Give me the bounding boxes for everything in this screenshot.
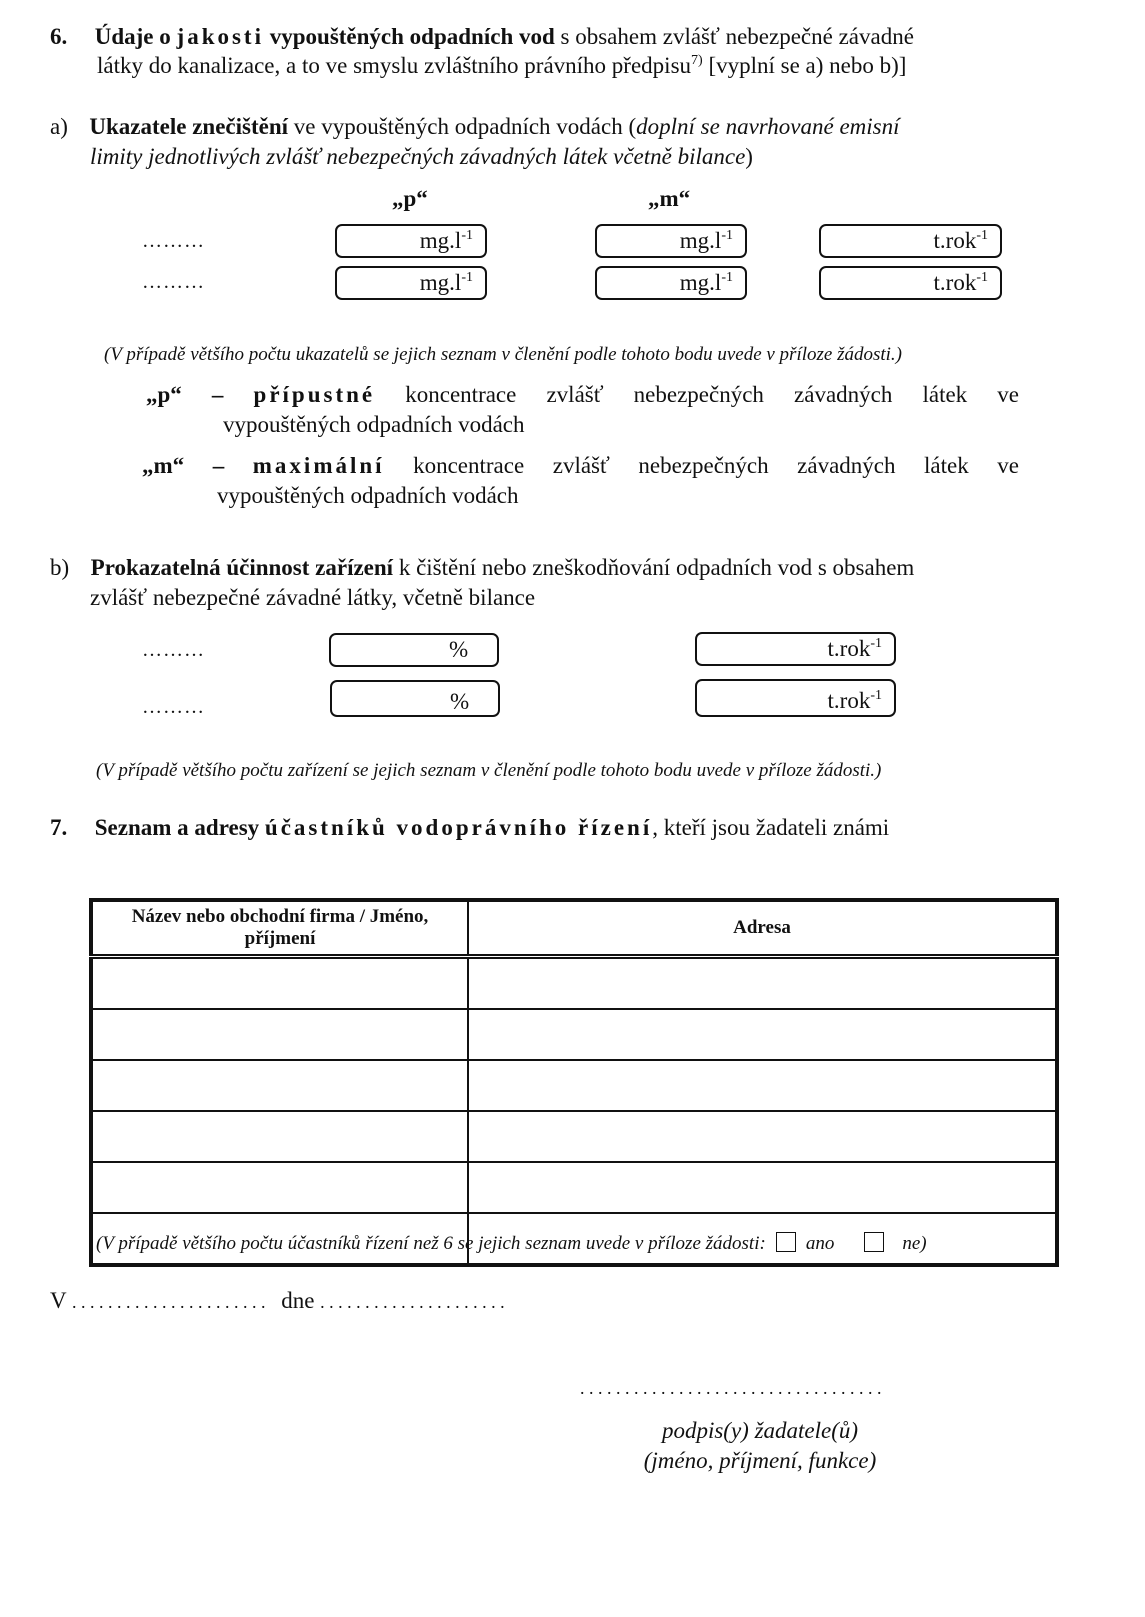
definition-m: „m“ – maximální koncentrace zvlášť nebezpečných závadných látek ve vypouštěných odpadních vodách xyxy=(142,453,1019,508)
name-cell[interactable] xyxy=(91,957,468,1010)
part-b-heading: b) Prokazatelná účinnost zařízení k čištění nebo zneškodňování odpadních vod s obsahem xyxy=(50,555,915,580)
definition-p: „p“ – přípustné koncentrace zvlášť nebezpečných závadných látek ve vypouštěných odpadních vodách xyxy=(146,382,1020,437)
participants-table xyxy=(89,898,1059,1267)
section-6-heading: 6. Údaje o jakosti vypouštěných odpadních vod s obsahem zvlášť nebezpečné závadné xyxy=(50,24,914,49)
table-row xyxy=(91,1009,1057,1060)
place-field[interactable]: . . . . . . . . . . . . . . . . . . . . . . xyxy=(71,1292,266,1312)
option-yes-label: ano xyxy=(805,1233,835,1254)
name-cell[interactable] xyxy=(91,1009,468,1060)
device-name-placeholder[interactable]: ……… xyxy=(142,696,205,718)
signature-label: podpis(y) žadatele(ů) (jméno, příjmení, funkce) xyxy=(643,1418,877,1473)
section-6-line2: látky do kanalizace, a to ve smyslu zvláštního právního předpisu$^{7)}$ [vyplní se a) nebo b)] xyxy=(97,53,907,78)
indicator-name-placeholder[interactable]: ……… xyxy=(142,230,205,252)
participants-note: (V případě většího počtu účastníků řízení než 6 se jejich seznam uvede v příloze žádosti: ano ne) xyxy=(96,1233,927,1254)
name-cell[interactable] xyxy=(91,1060,468,1111)
checkbox-yes[interactable] xyxy=(776,1232,796,1252)
date-field[interactable]: . . . . . . . . . . . . . . . . . . . . . xyxy=(320,1292,505,1312)
footnote-ref: 7) xyxy=(691,53,703,68)
option-no-label: ne) xyxy=(902,1233,927,1254)
table-header-row xyxy=(91,900,1057,957)
name-cell[interactable] xyxy=(91,1111,468,1162)
address-cell[interactable] xyxy=(468,1009,1057,1060)
table-row xyxy=(91,957,1057,1010)
annual-balance-field[interactable]: t.rok$^{-1}$ xyxy=(695,632,896,666)
name-cell[interactable] xyxy=(91,1162,468,1213)
address-cell[interactable] xyxy=(468,1060,1057,1111)
p-value-field[interactable]: $mg.l^{-1}$ xyxy=(335,224,487,258)
signature-field[interactable]: . . . . . . . . . . . . . . . . . . . . . . . . . . . . . . . . . . xyxy=(580,1378,882,1398)
section-number: 6. xyxy=(50,24,68,49)
p-value-field[interactable]: $mg.l^{-1}$ xyxy=(335,266,487,300)
annual-balance-field[interactable]: t.rok$^{-1}$ xyxy=(695,679,896,717)
address-cell[interactable] xyxy=(468,957,1057,1010)
efficiency-percent-field[interactable]: % xyxy=(330,680,500,717)
section-7-heading: 7. Seznam a adresy účastníků vodoprávního řízení, kteří jsou žadateli známi xyxy=(50,815,890,840)
annual-balance-field[interactable]: t.rok$^{-1}$ xyxy=(819,266,1002,300)
table-row xyxy=(91,1162,1057,1213)
part-b-note: (V případě většího počtu zařízení se jejich seznam v členění podle tohoto bodu uvede v příloze žádosti.) xyxy=(96,760,882,781)
col-header-p: „p“ xyxy=(392,186,428,211)
address-cell[interactable] xyxy=(468,1111,1057,1162)
part-a-heading: a) Ukazatele znečištění ve vypouštěných odpadních vodách (doplní se navrhované emisní xyxy=(50,114,900,139)
table-row xyxy=(91,1111,1057,1162)
column-header-address: Adresa xyxy=(468,900,1057,957)
m-value-field[interactable]: $mg.l^{-1}$ xyxy=(595,266,747,300)
efficiency-percent-field[interactable]: % xyxy=(329,633,499,667)
checkbox-no[interactable] xyxy=(864,1232,884,1252)
part-b-line2: zvlášť nebezpečné závadné látky, včetně bilance xyxy=(90,585,536,610)
m-value-field[interactable]: $mg.l^{-1}$ xyxy=(595,224,747,258)
part-a-line2: limity jednotlivých zvlášť nebezpečných závadných látek včetně bilance) xyxy=(90,144,753,169)
device-name-placeholder[interactable]: ……… xyxy=(142,639,205,661)
col-header-m: „m“ xyxy=(648,186,691,211)
part-a-note: (V případě většího počtu ukazatelů se jejich seznam v členění podle tohoto bodu uvede v příloze žádosti.) xyxy=(104,344,903,365)
annual-balance-field[interactable]: t.rok$^{-1}$ xyxy=(819,224,1002,258)
table-row xyxy=(91,1060,1057,1111)
place-date-line: V . . . . . . . . . . . . . . . . . . . . . . dne . . . . . . . . . . . . . . . . . . . . . xyxy=(50,1288,505,1313)
indicator-name-placeholder[interactable]: ……… xyxy=(142,271,205,293)
column-header-name: Název nebo obchodní firma / Jméno, příjmení xyxy=(91,900,468,957)
section-number: 7. xyxy=(50,815,68,840)
address-cell[interactable] xyxy=(468,1162,1057,1213)
